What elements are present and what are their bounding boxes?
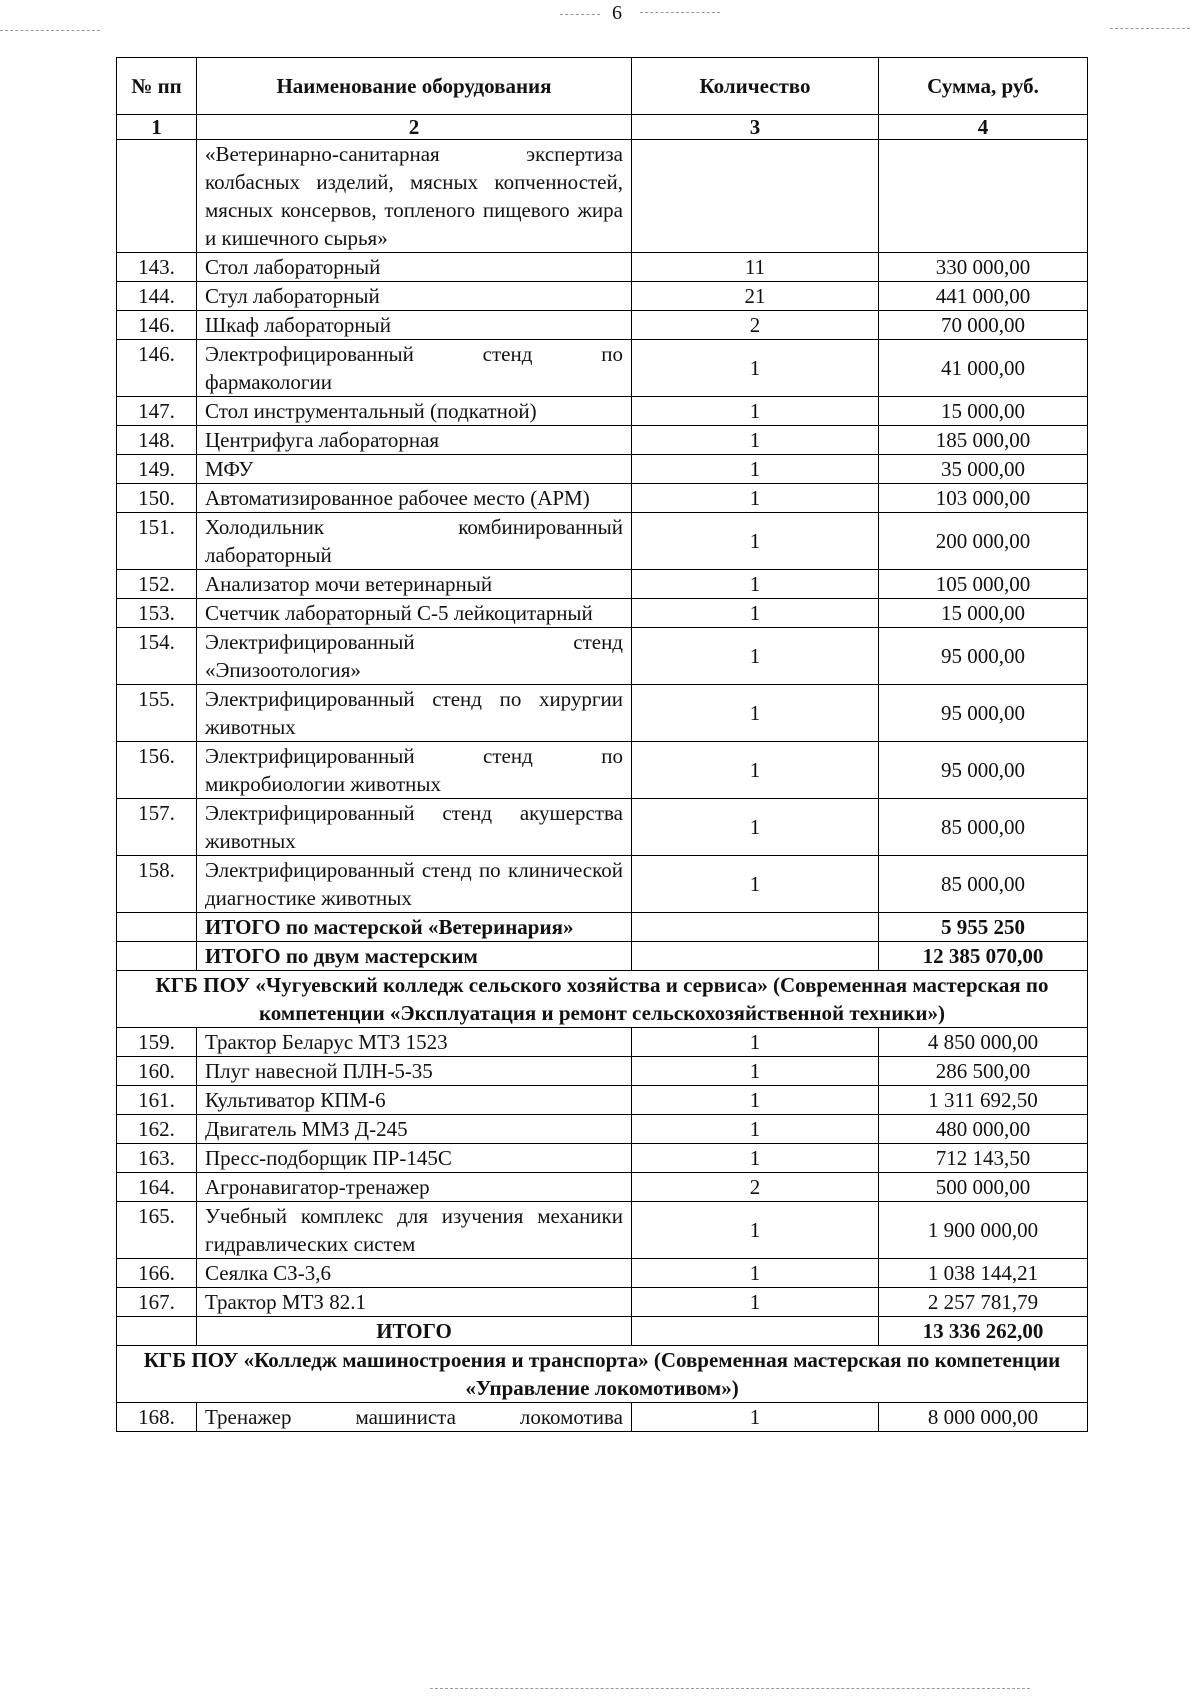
row-num: 147. <box>117 397 197 426</box>
row-name: Электрифицированный стенд по хирургии животных <box>197 685 632 742</box>
section-heading-chuguev: КГБ ПОУ «Чугуевский колледж сельского хозяйства и сервиса» (Современная мастерская по компетенции «Эксплуатация и ремонт сельскохозяйственной техники») <box>117 971 1088 1028</box>
equipment-table <box>116 57 1088 1432</box>
table-row <box>117 1115 1088 1144</box>
column-index: 2 <box>197 115 632 140</box>
row-qty: 1 <box>632 397 879 426</box>
scan-artifact <box>0 30 100 31</box>
row-qty: 2 <box>632 311 879 340</box>
row-num: 148. <box>117 426 197 455</box>
row-num: 167. <box>117 1288 197 1317</box>
table-row <box>117 742 1088 799</box>
table-row <box>117 1259 1088 1288</box>
row-num: 150. <box>117 484 197 513</box>
row-num: 151. <box>117 513 197 570</box>
table-row <box>117 513 1088 570</box>
row-qty: 1 <box>632 426 879 455</box>
row-name: Сеялка СЗ-3,6 <box>197 1259 632 1288</box>
row-sum: 1 311 692,50 <box>879 1086 1088 1115</box>
continuation-text: «Ветеринарно-санитарная экспертиза колбасных изделий, мясных копченностей, мясных консервов, топленого пищевого жира и кишечного сырья» <box>197 140 632 253</box>
vet-rows <box>117 253 1088 913</box>
row-num: 161. <box>117 1086 197 1115</box>
row-qty: 1 <box>632 570 879 599</box>
row-sum: 712 143,50 <box>879 1144 1088 1173</box>
table-row <box>117 1173 1088 1202</box>
section-row <box>117 1346 1088 1403</box>
row-num: 144. <box>117 282 197 311</box>
row-sum: 4 850 000,00 <box>879 1028 1088 1057</box>
row-num: 152. <box>117 570 197 599</box>
row-num: 165. <box>117 1202 197 1259</box>
table-row <box>117 397 1088 426</box>
row-name: МФУ <box>197 455 632 484</box>
row-sum: 8 000 000,00 <box>879 1403 1088 1432</box>
agro-rows <box>117 1028 1088 1317</box>
column-index: 4 <box>879 115 1088 140</box>
column-index: 3 <box>632 115 879 140</box>
row-name: Тренажер машиниста локомотива <box>197 1403 632 1432</box>
total-agro-row <box>117 1317 1088 1346</box>
scan-artifact <box>560 14 600 15</box>
scan-artifact <box>1110 28 1190 29</box>
row-name: Анализатор мочи ветеринарный <box>197 570 632 599</box>
row-sum: 70 000,00 <box>879 311 1088 340</box>
total-two-label: ИТОГО по двум мастерским <box>197 942 632 971</box>
row-num: 153. <box>117 599 197 628</box>
row-qty: 1 <box>632 340 879 397</box>
row-name: Учебный комплекс для изучения механики гидравлических систем <box>197 1202 632 1259</box>
row-name: Плуг навесной ПЛН-5-35 <box>197 1057 632 1086</box>
row-name: Культиватор КПМ-6 <box>197 1086 632 1115</box>
continuation-row <box>117 140 1088 253</box>
row-name: Стул лабораторный <box>197 282 632 311</box>
row-num: 158. <box>117 856 197 913</box>
column-index-row <box>117 115 1088 140</box>
header-qty: Количество <box>632 58 879 115</box>
row-qty: 21 <box>632 282 879 311</box>
total-two-sum: 12 385 070,00 <box>879 942 1088 971</box>
row-sum: 330 000,00 <box>879 253 1088 282</box>
row-qty: 1 <box>632 599 879 628</box>
row-name: Холодильник комбинированный лабораторный <box>197 513 632 570</box>
table-row <box>117 1403 1088 1432</box>
row-qty: 1 <box>632 1202 879 1259</box>
row-num: 143. <box>117 253 197 282</box>
table-row <box>117 1086 1088 1115</box>
row-sum: 103 000,00 <box>879 484 1088 513</box>
row-num: 168. <box>117 1403 197 1432</box>
row-name: Электрофицированный стенд по фармакологии <box>197 340 632 397</box>
scan-artifact <box>640 12 720 13</box>
table-row <box>117 1202 1088 1259</box>
row-num: 154. <box>117 628 197 685</box>
row-num: 146. <box>117 311 197 340</box>
total-agro-sum: 13 336 262,00 <box>879 1317 1088 1346</box>
row-sum: 15 000,00 <box>879 599 1088 628</box>
header-name: Наименование оборудования <box>197 58 632 115</box>
row-qty: 1 <box>632 1288 879 1317</box>
total-vet-sum: 5 955 250 <box>879 913 1088 942</box>
row-sum: 200 000,00 <box>879 513 1088 570</box>
row-num: 164. <box>117 1173 197 1202</box>
table-row <box>117 799 1088 856</box>
row-sum: 1 038 144,21 <box>879 1259 1088 1288</box>
row-qty: 1 <box>632 799 879 856</box>
row-sum: 185 000,00 <box>879 426 1088 455</box>
row-name: Электрифицированный стенд по клинической диагностике животных <box>197 856 632 913</box>
table-row <box>117 282 1088 311</box>
page-number: 6 <box>612 2 622 24</box>
scan-artifact <box>430 1688 1030 1689</box>
row-sum: 480 000,00 <box>879 1115 1088 1144</box>
table-row <box>117 426 1088 455</box>
table-row <box>117 685 1088 742</box>
row-qty: 1 <box>632 513 879 570</box>
table-row <box>117 484 1088 513</box>
row-num: 157. <box>117 799 197 856</box>
row-qty: 1 <box>632 1057 879 1086</box>
row-name: Пресс-подборщик ПР-145С <box>197 1144 632 1173</box>
table-row <box>117 1057 1088 1086</box>
row-sum: 286 500,00 <box>879 1057 1088 1086</box>
row-sum: 85 000,00 <box>879 799 1088 856</box>
row-qty: 1 <box>632 455 879 484</box>
table-row <box>117 253 1088 282</box>
row-sum: 95 000,00 <box>879 742 1088 799</box>
table-row <box>117 311 1088 340</box>
row-qty: 1 <box>632 1403 879 1432</box>
row-sum: 105 000,00 <box>879 570 1088 599</box>
row-num: 146. <box>117 340 197 397</box>
row-num: 166. <box>117 1259 197 1288</box>
total-two-row <box>117 942 1088 971</box>
row-name: Электрифицированный стенд акушерства животных <box>197 799 632 856</box>
row-num: 155. <box>117 685 197 742</box>
row-num: 156. <box>117 742 197 799</box>
row-name: Трактор Беларус МТЗ 1523 <box>197 1028 632 1057</box>
row-qty: 1 <box>632 1144 879 1173</box>
table-row <box>117 628 1088 685</box>
row-num: 159. <box>117 1028 197 1057</box>
row-num: 149. <box>117 455 197 484</box>
table-header-row <box>117 58 1088 115</box>
section-heading-machine: КГБ ПОУ «Колледж машиностроения и транспорта» (Современная мастерская по компетенции «Управление локомотивом») <box>117 1346 1088 1403</box>
row-qty: 2 <box>632 1173 879 1202</box>
row-name: Стол инструментальный (подкатной) <box>197 397 632 426</box>
row-sum: 95 000,00 <box>879 628 1088 685</box>
row-num: 160. <box>117 1057 197 1086</box>
table-row <box>117 599 1088 628</box>
row-sum: 1 900 000,00 <box>879 1202 1088 1259</box>
column-index: 1 <box>117 115 197 140</box>
row-name: Электрифицированный стенд «Эпизоотология» <box>197 628 632 685</box>
row-name: Двигатель ММЗ Д-245 <box>197 1115 632 1144</box>
section-row <box>117 971 1088 1028</box>
row-qty: 1 <box>632 1086 879 1115</box>
row-qty: 1 <box>632 1115 879 1144</box>
total-vet-label: ИТОГО по мастерской «Ветеринария» <box>197 913 632 942</box>
row-name: Автоматизированное рабочее место (АРМ) <box>197 484 632 513</box>
row-qty: 1 <box>632 484 879 513</box>
row-name: Электрифицированный стенд по микробиологии животных <box>197 742 632 799</box>
table-row <box>117 1144 1088 1173</box>
row-qty: 1 <box>632 742 879 799</box>
header-sum: Сумма, руб. <box>879 58 1088 115</box>
total-agro-label: ИТОГО <box>197 1317 632 1346</box>
row-name: Агронавигатор-тренажер <box>197 1173 632 1202</box>
row-name: Шкаф лабораторный <box>197 311 632 340</box>
row-name: Центрифуга лабораторная <box>197 426 632 455</box>
row-qty: 1 <box>632 856 879 913</box>
row-qty: 11 <box>632 253 879 282</box>
row-name: Трактор МТЗ 82.1 <box>197 1288 632 1317</box>
row-sum: 441 000,00 <box>879 282 1088 311</box>
row-name: Счетчик лабораторный С-5 лейкоцитарный <box>197 599 632 628</box>
row-sum: 500 000,00 <box>879 1173 1088 1202</box>
table-row <box>117 1028 1088 1057</box>
row-num: 162. <box>117 1115 197 1144</box>
row-sum: 2 257 781,79 <box>879 1288 1088 1317</box>
row-qty: 1 <box>632 1259 879 1288</box>
header-num: № пп <box>117 58 197 115</box>
row-num: 163. <box>117 1144 197 1173</box>
table-row <box>117 856 1088 913</box>
row-sum: 41 000,00 <box>879 340 1088 397</box>
table-row <box>117 570 1088 599</box>
total-vet-row <box>117 913 1088 942</box>
row-qty: 1 <box>632 1028 879 1057</box>
row-sum: 15 000,00 <box>879 397 1088 426</box>
table-row <box>117 1288 1088 1317</box>
table-row <box>117 340 1088 397</box>
row-sum: 35 000,00 <box>879 455 1088 484</box>
row-qty: 1 <box>632 685 879 742</box>
table-row <box>117 455 1088 484</box>
row-name: Стол лабораторный <box>197 253 632 282</box>
row-qty: 1 <box>632 628 879 685</box>
row-sum: 95 000,00 <box>879 685 1088 742</box>
row-sum: 85 000,00 <box>879 856 1088 913</box>
